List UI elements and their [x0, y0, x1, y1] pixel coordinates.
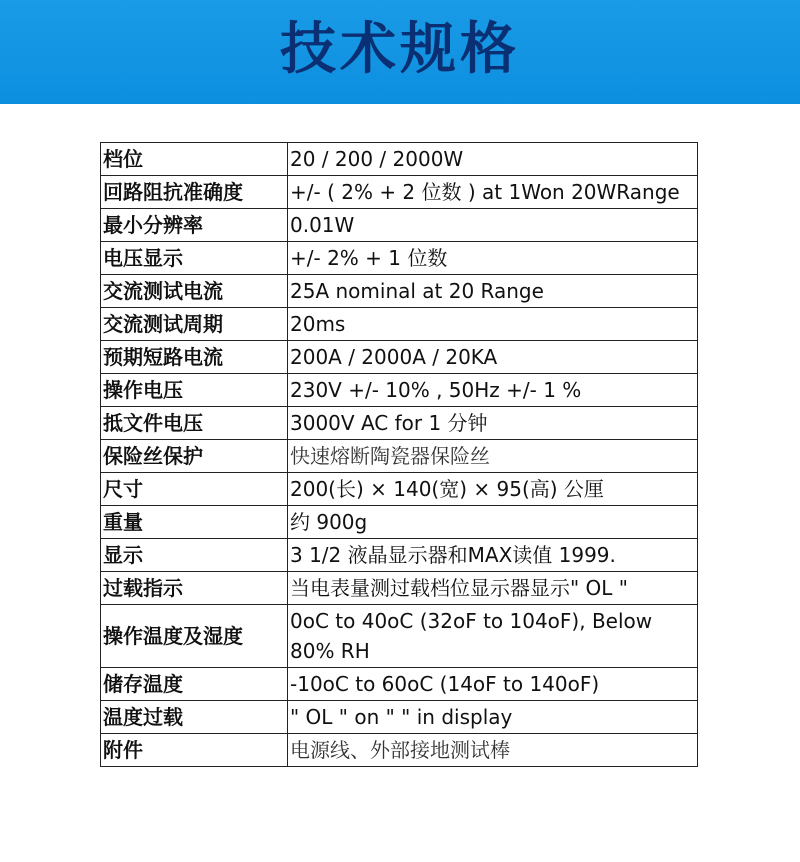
spec-label: 最小分辨率	[101, 209, 288, 242]
table-row	[101, 605, 698, 668]
table-row	[101, 341, 698, 374]
spec-label: 操作电压	[101, 374, 288, 407]
table-row	[101, 176, 698, 209]
table-row	[101, 473, 698, 506]
table-row	[101, 701, 698, 734]
spec-label: 温度过载	[101, 701, 288, 734]
table-row	[101, 506, 698, 539]
table-row	[101, 275, 698, 308]
table-row	[101, 668, 698, 701]
spec-label: 过载指示	[101, 572, 288, 605]
spec-table	[100, 142, 698, 767]
table-row	[101, 440, 698, 473]
table-row	[101, 242, 698, 275]
table-row	[101, 374, 698, 407]
spec-label: 回路阻抗准确度	[101, 176, 288, 209]
spec-value: 快速熔断陶瓷器保险丝	[288, 440, 698, 473]
spec-label: 附件	[101, 734, 288, 767]
table-row	[101, 143, 698, 176]
spec-value: -10oC to 60oC (14oF to 140oF)	[288, 668, 698, 701]
spec-label: 抵文件电压	[101, 407, 288, 440]
header-banner	[0, 0, 800, 104]
spec-label: 操作温度及湿度	[101, 605, 288, 668]
table-row	[101, 209, 698, 242]
spec-value: 电源线、外部接地测试棒	[288, 734, 698, 767]
spec-value: 25A nominal at 20 Range	[288, 275, 698, 308]
spec-label: 显示	[101, 539, 288, 572]
spec-value: " OL " on " " in display	[288, 701, 698, 734]
spec-value: 200A / 2000A / 20KA	[288, 341, 698, 374]
spec-label: 交流测试电流	[101, 275, 288, 308]
spec-label: 电压显示	[101, 242, 288, 275]
spec-label: 档位	[101, 143, 288, 176]
table-row	[101, 539, 698, 572]
spec-label: 储存温度	[101, 668, 288, 701]
table-row	[101, 734, 698, 767]
spec-value: 0oC to 40oC (32oF to 104oF), Below 80% RH	[288, 605, 698, 668]
spec-value: 3000V AC for 1 分钟	[288, 407, 698, 440]
spec-value: 约 900g	[288, 506, 698, 539]
spec-value: 20 / 200 / 2000W	[288, 143, 698, 176]
spec-value: 当电表量测过载档位显示器显示" OL "	[288, 572, 698, 605]
spec-value: 20ms	[288, 308, 698, 341]
spec-value: +/- 2% + 1 位数	[288, 242, 698, 275]
spec-value: 3 1/2 液晶显示器和MAX读值 1999.	[288, 539, 698, 572]
page-title: 技术规格	[280, 17, 520, 82]
table-row	[101, 308, 698, 341]
spec-label: 交流测试周期	[101, 308, 288, 341]
spec-label: 预期短路电流	[101, 341, 288, 374]
spec-value: +/- ( 2% + 2 位数 ) at 1Won 20WRange	[288, 176, 698, 209]
spec-value: 200(长) × 140(宽) × 95(高) 公厘	[288, 473, 698, 506]
spec-label: 尺寸	[101, 473, 288, 506]
spec-value: 0.01W	[288, 209, 698, 242]
table-row	[101, 407, 698, 440]
spec-label: 保险丝保护	[101, 440, 288, 473]
spec-label: 重量	[101, 506, 288, 539]
spec-value: 230V +/- 10% , 50Hz +/- 1 %	[288, 374, 698, 407]
table-row	[101, 572, 698, 605]
